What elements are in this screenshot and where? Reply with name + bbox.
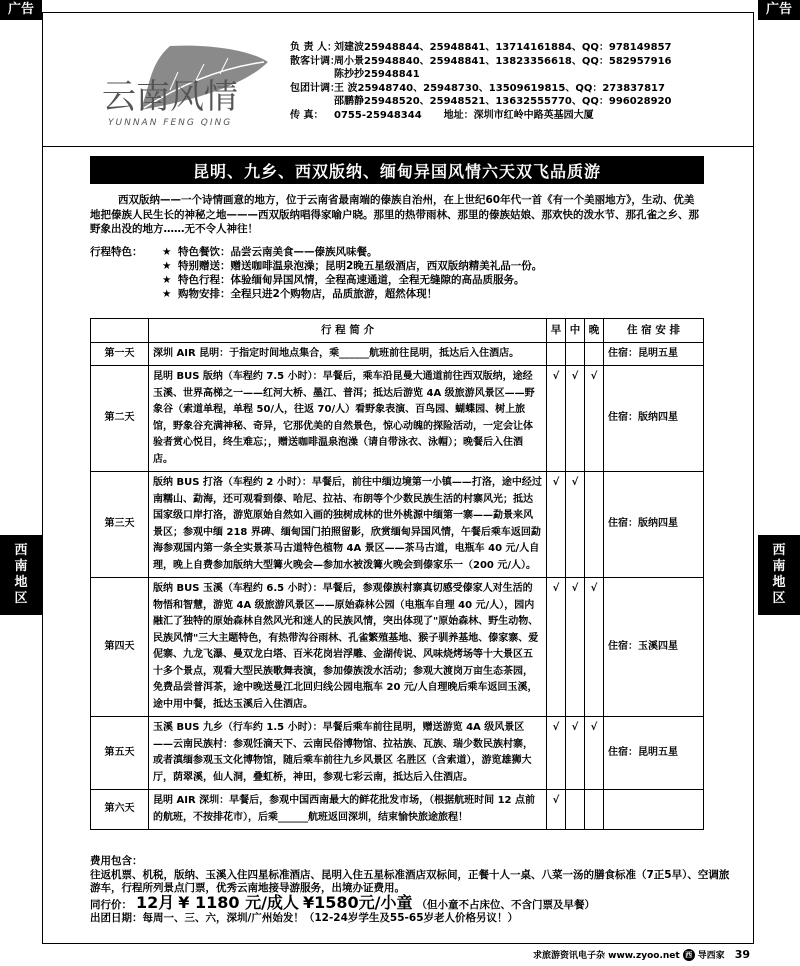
contact-label <box>290 95 334 109</box>
hotel-cell: 住宿：昆明五星 <box>604 342 704 366</box>
table-row <box>91 472 704 578</box>
lunch-cell <box>566 790 585 830</box>
contact-row <box>290 95 750 109</box>
contact-text: 周小景25948840、25948841、13823356618、QQ：582957916 <box>334 55 672 67</box>
lunch-cell: √ <box>566 578 585 717</box>
header-cell: 住 宿 安 排 <box>604 319 704 343</box>
header-cell <box>91 319 149 343</box>
fees-block <box>90 855 730 926</box>
side-tab-char: 西 <box>772 543 786 558</box>
feature-text: 购物安排：全程只进2个购物店，品质旅游，超然体现！ <box>178 288 438 300</box>
contact-block <box>290 41 750 122</box>
hotel-cell: 住宿：版纳四星 <box>604 472 704 578</box>
table-row <box>91 717 704 790</box>
hotel-cell: 住宿：版纳四星 <box>604 366 704 472</box>
feature-text: 特色行程：体验缅甸异国风情，全程高速通道，全程无缝隙的高品质服务。 <box>178 274 525 286</box>
breakfast-cell <box>547 342 566 366</box>
intro-paragraph: 西双版纳——一个诗情画意的地方，位于云南省最南端的傣族自治州，在上世纪60年代一首《有一个美丽地方》，生动、优美地把傣族人民生长的神秘之地———西双版纳唱得家喻户晓。那里的热带雨林、那里的傣族姑娘、那欢快的泼水节、那孔雀之乡、那野象出没的地方……无不令人神往！ <box>90 194 699 235</box>
departure-text: 每周一、三、六，深圳/广州始发！（12-24岁学生及55-65岁老人价格另议！） <box>142 912 518 924</box>
ad-tag-right: 广告 <box>758 0 800 20</box>
contact-row <box>290 109 750 123</box>
star-icon: ★ <box>162 246 172 258</box>
company-logo <box>100 40 272 130</box>
contact-label: 传 真： <box>290 109 324 121</box>
footer-site: 求旅游资讯电子杂 www.zyoo.net <box>533 951 680 961</box>
price-adult: ¥ 1180 元/成人 <box>178 892 299 912</box>
header-divider <box>42 146 754 147</box>
logo-name: 云南风情 <box>102 77 238 117</box>
table-row <box>91 342 704 366</box>
itinerary-table <box>90 318 704 830</box>
day-cell: 第五天 <box>91 717 149 790</box>
fax-number: 0755-25948344 <box>334 109 422 121</box>
features-label: 行程特色： <box>90 246 143 258</box>
star-icon: ★ <box>162 274 172 286</box>
dinner-cell <box>585 790 604 830</box>
hotel-cell <box>604 790 704 830</box>
price-note: （但小童不占床位、不含门票及早餐） <box>416 898 595 911</box>
contact-text: 王 波25948740、25948730、13509619815、QQ：273837817 <box>334 82 665 94</box>
side-tab-char: 南 <box>772 559 786 574</box>
breakfast-cell: √ <box>547 578 566 717</box>
feature-text: 特色餐饮：品尝云南美食——傣族风味餐。 <box>178 246 378 258</box>
breakfast-cell: √ <box>547 717 566 790</box>
desc-cell: 昆明 AIR 深圳：早餐后，参观中国西南最大的鲜花批发市场，（根据航班时间 12 点前的航班，不按排花市），后乘______航班返回深圳，结束愉快旅途旅程！ <box>149 790 547 830</box>
star-icon: ★ <box>162 288 172 300</box>
contact-label: 负 责 人： <box>290 42 337 53</box>
header-cell: 早 <box>547 319 566 343</box>
price-child: ¥1580元/小童 <box>302 892 413 912</box>
day-cell: 第六天 <box>91 790 149 830</box>
breakfast-cell: √ <box>547 790 566 830</box>
page-number: 39 <box>734 948 750 961</box>
contact-row <box>290 55 750 69</box>
header-cell: 晚 <box>585 319 604 343</box>
footer-section: 导西家 <box>697 951 725 961</box>
breakfast-cell: √ <box>547 472 566 578</box>
desc-cell: 版纳 BUS 玉溪（车程约 6.5 小时）：早餐后，参观傣族村寨真切感受傣家人对生活的物悟和智慧，游览 4A 级旅游风景区——原始森林公园（电瓶车自理 40 元/人），园内融汇了独特的原始森林自然风光和迷人的民族风情，突出体现了"原始森林、野生动物、民族风情"三大主题特色，有热带沟谷雨林、孔雀繁殖基地、猴子驯养基地、傣家寨、爱伲寨、九龙飞瀑、曼双龙白塔、百米花岗岩浮雕、金湖传说、风味烧烤场等十大景区五十多个景点，观看大型民族歌舞表演，参加傣族泼水活动；参观大渡岗万亩生态茶园，免费品尝普洱茶，途中晚送曼江北回归线公园电瓶车 20 元/人自理晚后乘车返回玉溪，途中用中餐，抵达玉溪后入住酒店。 <box>149 578 547 717</box>
page-footer <box>510 948 750 961</box>
day-cell: 第一天 <box>91 342 149 366</box>
price-label: 同行价： <box>90 898 132 911</box>
contact-text: 邵鹏静25948520、25948521、13632555770、QQ：996028920 <box>334 96 672 107</box>
desc-cell: 深圳 AIR 昆明：于指定时间地点集合，乘______航班前往昆明，抵达后入住酒店。 <box>149 342 547 366</box>
dinner-cell <box>585 472 604 578</box>
desc-cell: 版纳 BUS 打洛（车程约 2 小时）：早餐后，前往中缅边境第一小镇——打洛，途中经过南糯山、勐海，还可观看到傣、哈尼、拉祜、布朗等个少数民族生活的村寨风光；抵达国家级口岸打洛，游览原始自然如入画的独树成林的世外桃源中缅第一寨——勐景来风景区；参观中缅 218 界碑、缅甸国门拍照留影，欣赏缅甸异国风情，午餐后乘车返回勐海参观国内第一条全实景茶马古道特色植物 4A 景区——茶马古道，电瓶车 40 元/人自理，晚上自费参加版纳大型篝火晚会—参加水被泼篝火晚会到傣家乐一（200 元/人）。 <box>149 472 547 578</box>
contact-text: 陈抄抄25948841 <box>334 69 420 80</box>
desc-cell: 昆明 BUS 版纳（车程约 7.5 小时）：早餐后，乘车沿昆曼大通道前往西双版纳，途经玉溪、世界高梯之一——红河大桥、墨江、普洱；抵达后游览 4A 级旅游风景区——野象谷（索道单程，单程 50/人，往返 70/人）看野象表演、百鸟园、蝴蝶园、树上旅馆，野象谷充满神秘、奇异，它那优美的自然景色，惊心动魄的探险活动，一定会让体验者赏心悦目，终生难忘；，赠送咖啡温泉泡澡（请自带泳衣、泳帽）；晚餐后入住酒店。 <box>149 366 547 472</box>
departure-label: 出团日期： <box>90 912 143 924</box>
hotel-cell: 住宿：玉溪四星 <box>604 578 704 717</box>
table-row <box>91 790 704 830</box>
day-cell: 第三天 <box>91 472 149 578</box>
feature-text: 特别赠送：赠送咖啡温泉泡澡；昆明2晚五星级酒店，西双版纳精美礼品一份。 <box>178 260 543 272</box>
dinner-cell: √ <box>585 717 604 790</box>
star-icon: ★ <box>162 260 172 272</box>
lunch-cell: √ <box>566 472 585 578</box>
tour-title: 昆明、九乡、西双版纳、缅甸异国风情六天双飞品质游 <box>90 156 704 184</box>
side-tab-char: 地 <box>772 575 786 590</box>
ad-tag-left: 广告 <box>0 0 42 20</box>
side-tab-char: 西 <box>14 543 28 558</box>
contact-text: 刘建波25948844、25948841、13714161884、QQ：978149857 <box>334 42 672 53</box>
day-cell: 第四天 <box>91 578 149 717</box>
fees-text: 往返机票、机税，版纳、玉溪入住四星标准酒店、昆明入住五星标准酒店双标间，正餐十人一桌、八菜一汤的膳食标准（7正5早）、空调旅游车，行程所列景点门票，优秀云南地接导游服务，出境办证费用。 <box>90 868 730 894</box>
price-row <box>90 892 730 913</box>
contact-row <box>290 68 750 82</box>
price-month: 12月 <box>136 892 175 912</box>
table-row <box>91 578 704 717</box>
feature-row <box>90 245 704 259</box>
logo-pinyin: YUNNAN FENG QING <box>108 118 233 128</box>
departure-row <box>90 912 730 926</box>
contact-label <box>290 68 334 82</box>
leaf-icon <box>100 40 272 130</box>
table-header-row <box>91 319 704 343</box>
hotel-cell: 住宿：昆明五星 <box>604 717 704 790</box>
fees-section <box>90 855 730 896</box>
contact-label: 包团计调： <box>290 82 340 94</box>
header-cell: 中 <box>566 319 585 343</box>
side-tab-char: 区 <box>14 591 28 606</box>
contact-label: 散客计调： <box>290 55 340 67</box>
lunch-cell: √ <box>566 366 585 472</box>
dinner-cell <box>585 342 604 366</box>
address: 地址：深圳市红岭中路英基园大厦 <box>443 109 594 121</box>
contact-row <box>290 41 750 55</box>
section-badge-icon: 西 <box>683 949 695 961</box>
features-block <box>90 245 704 301</box>
side-tab-right <box>758 535 800 615</box>
lunch-cell: √ <box>566 717 585 790</box>
fees-label: 费用包含： <box>90 855 143 867</box>
side-tab-char: 南 <box>14 559 28 574</box>
side-tab-char: 地 <box>14 575 28 590</box>
side-tab-left <box>0 535 42 615</box>
dinner-cell: √ <box>585 578 604 717</box>
desc-cell: 玉溪 BUS 九乡（行车约 1.5 小时）：早餐后乘车前往昆明，赠送游览 4A 级风景区——云南民族村：参观饪滴天下、云南民俗博物馆、拉祜族、瓦族、瑞少数民族村寨，或者滇缅参观玉文化博物馆，随后乘车前往九乡风景区 名胜区（含索道），游览雄狮大厅，荫翠溪，仙人洞，叠虹桥，神田，参观七彩云南，抵达后入住酒店。 <box>149 717 547 790</box>
feature-row <box>90 287 704 301</box>
contact-row <box>290 82 750 96</box>
feature-row <box>90 273 704 287</box>
lunch-cell <box>566 342 585 366</box>
side-tab-char: 区 <box>772 591 786 606</box>
header-cell: 行 程 简 介 <box>149 319 547 343</box>
day-cell: 第二天 <box>91 366 149 472</box>
table-row <box>91 366 704 472</box>
dinner-cell: √ <box>585 366 604 472</box>
breakfast-cell: √ <box>547 366 566 472</box>
feature-row <box>90 259 704 273</box>
